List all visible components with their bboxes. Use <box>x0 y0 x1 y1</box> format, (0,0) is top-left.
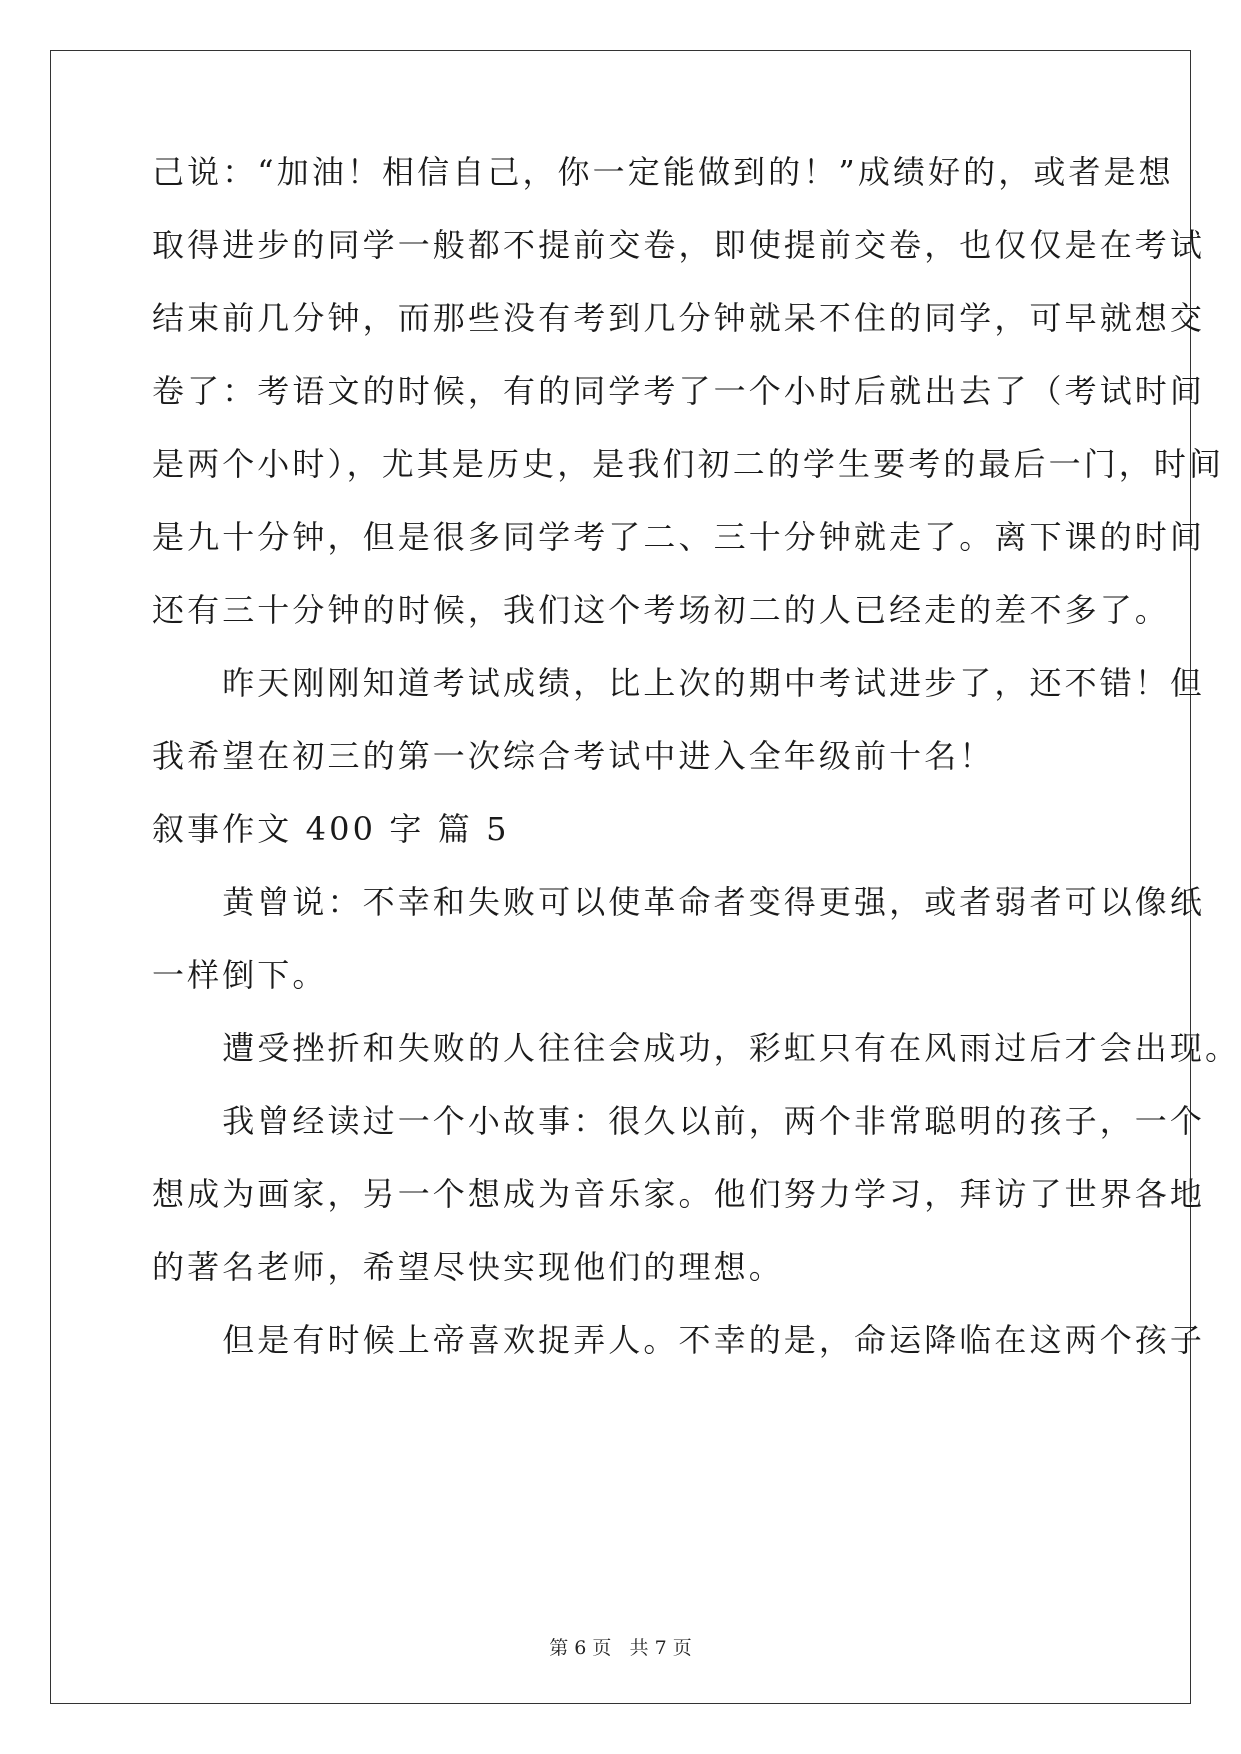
body-line: 的著名老师，希望尽快实现他们的理想。 <box>152 1248 784 1286</box>
body-line: 我曾经读过一个小故事：很久以前，两个非常聪明的孩子，一个 <box>152 1102 1206 1140</box>
body-line: 想成为画家，另一个想成为音乐家。他们努力学习，拜访了世界各地 <box>152 1175 1206 1213</box>
body-line: 取得进步的同学一般都不提前交卷，即使提前交卷，也仅仅是在考试 <box>152 226 1206 264</box>
body-line: 卷了：考语文的时候，有的同学考了一个小时后就出去了（考试时间 <box>152 372 1206 410</box>
body-line: 结束前几分钟，而那些没有考到几分钟就呆不住的同学，可早就想交 <box>152 299 1206 337</box>
body-line: 还有三十分钟的时候，我们这个考场初二的人已经走的差不多了。 <box>152 591 1170 629</box>
body-line: 一样倒下。 <box>152 956 328 994</box>
body-line: 是九十分钟，但是很多同学考了二、三十分钟就走了。离下课的时间 <box>152 518 1206 556</box>
body-line: 黄曾说：不幸和失败可以使革命者变得更强，或者弱者可以像纸 <box>152 883 1206 921</box>
body-line: 但是有时候上帝喜欢捉弄人。不幸的是，命运降临在这两个孩子 <box>152 1321 1206 1359</box>
body-line: 己说：“加油！相信自己，你一定能做到的！”成绩好的，或者是想 <box>152 153 1174 191</box>
body-line: 是两个小时），尤其是历史，是我们初二的学生要考的最后一门，时间 <box>152 445 1225 483</box>
page-number-footer: 第 6 页 共 7 页 <box>549 1637 692 1659</box>
body-line: 昨天刚刚知道考试成绩，比上次的期中考试进步了，还不错！但 <box>152 664 1206 702</box>
body-line: 遭受挫折和失败的人往往会成功，彩虹只有在风雨过后才会出现。 <box>152 1029 1241 1067</box>
body-line: 我希望在初三的第一次综合考试中进入全年级前十名！ <box>152 737 995 775</box>
section-heading: 叙事作文 400 字 篇 5 <box>152 810 510 848</box>
